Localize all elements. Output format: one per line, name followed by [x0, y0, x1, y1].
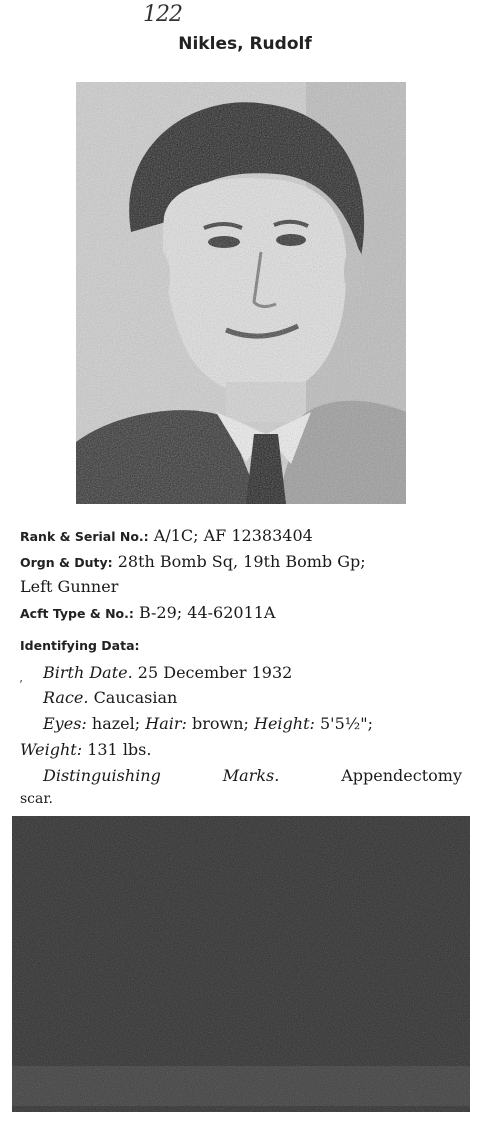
handwritten-number: 122 — [143, 2, 182, 27]
hair-label: Hair: — [145, 714, 187, 733]
marks-value-cont: scar. — [20, 791, 53, 807]
acft-value: B-29; 44-62011A — [138, 603, 276, 622]
weight-label: Weight: — [20, 740, 83, 759]
weight-row — [20, 740, 151, 759]
dark-redacted-block — [12, 816, 470, 1112]
marks-row — [43, 766, 462, 785]
height-value: 5'5½"; — [320, 714, 374, 733]
birth-value: 25 December 1932 — [137, 663, 293, 682]
acft-label: Acft Type & No.: — [20, 606, 134, 621]
acft-row — [20, 603, 275, 622]
rank-serial-label: Rank & Serial No.: — [20, 529, 149, 544]
orgn-duty-value-cont: Left Gunner — [20, 577, 119, 596]
height-label: Height: — [254, 714, 315, 733]
physical-row — [43, 714, 373, 733]
identifying-heading: Identifying Data: — [20, 638, 140, 653]
birth-label: Birth Date. — [43, 663, 133, 682]
orgn-duty-value: 28th Bomb Sq, 19th Bomb Gp; — [117, 552, 366, 571]
marks-label-1: Distinguishing — [43, 766, 161, 785]
orgn-duty-row — [20, 552, 366, 571]
orgn-duty-label: Orgn & Duty: — [20, 555, 113, 570]
portrait-photo — [76, 82, 406, 504]
marks-label-2: Marks. — [222, 766, 280, 785]
race-row — [43, 688, 177, 707]
marks-value: Appendectomy — [341, 766, 462, 785]
race-value: Caucasian — [93, 688, 178, 707]
eyes-label: Eyes: — [43, 714, 87, 733]
rank-serial-value: A/1C; AF 12383404 — [153, 526, 313, 545]
rank-serial-row — [20, 526, 313, 545]
margin-mark: ’ — [19, 678, 23, 692]
hair-value: brown; — [191, 714, 249, 733]
weight-value: 131 lbs. — [87, 740, 152, 759]
eyes-value: hazel; — [91, 714, 141, 733]
birth-row — [43, 663, 292, 682]
race-label: Race. — [43, 688, 89, 707]
person-name: Nikles, Rudolf — [178, 34, 312, 54]
